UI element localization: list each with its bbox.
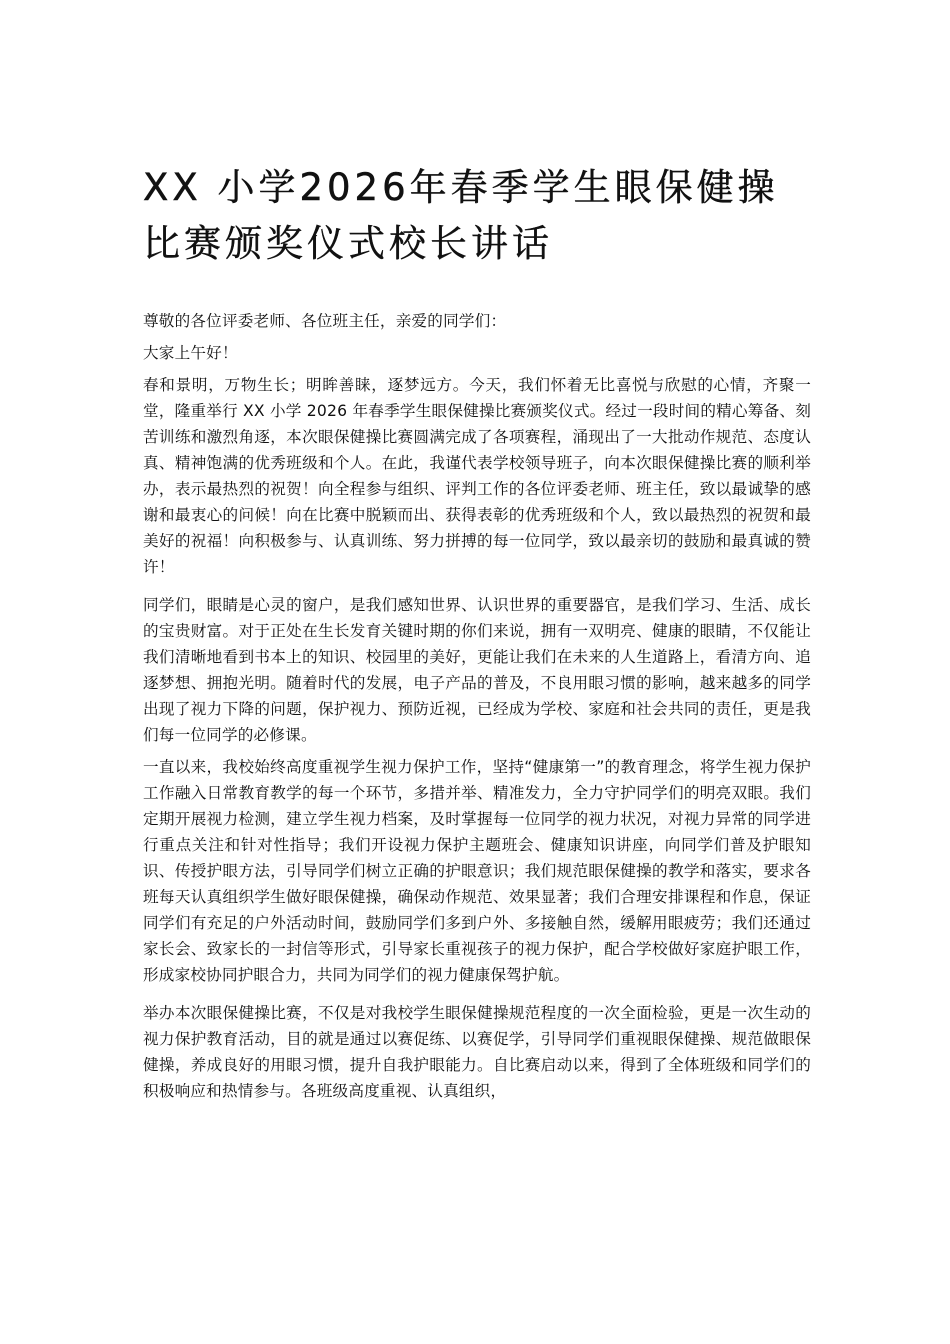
paragraph-competition-purpose: 举办本次眼保健操比赛，不仅是对我校学生眼保健操规范程度的一次全面检验，更是一次生动的视力保护教育活动，目的就是通过以赛促练、以赛促学，引导同学们重视眼保健操、规范做眼保健操，养成良好的用眼习惯，提升自我护眼能力。自比赛启动以来，得到了全体班级和同学们的积极响应和热情参与。各班级高度重视、认真组织， [143, 1004, 811, 1100]
document-body [143, 308, 811, 1116]
document-title: XX 小学2026年春季学生眼保健操 比赛颁奖仪式校长讲话 [143, 166, 779, 265]
salutation: 尊敬的各位评委老师、各位班主任，亲爱的同学们： [143, 312, 507, 330]
greeting: 大家上午好！ [143, 344, 238, 362]
paragraph-school-efforts: 一直以来，我校始终高度重视学生视力保护工作，坚持“健康第一”的教育理念，将学生视力保护工作融入日常教育教学的每一个环节，多措并举、精准发力，全力守护同学们的明亮双眼。我们定期开展视力检测，建立学生视力档案，及时掌握每一位同学的视力状况，对视力异常的同学进行重点关注和针对性指导；我们开设视力保护主题班会、健康知识讲座，向同学们普及护眼知识、传授护眼方法，引导同学们树立正确的护眼意识；我们规范眼保健操的教学和落实，要求各班每天认真组织学生做好眼保健操，确保动作规范、效果显著；我们合理安排课程和作息，保证同学们有充足的户外活动时间，鼓励同学们多到户外、多接触自然，缓解用眼疲劳；我们还通过家长会、致家长的一封信等形式，引导家长重视孩子的视力保护，配合学校做好家庭护眼工作，形成家校协同护眼合力，共同为同学们的视力健康保驾护航。 [143, 758, 811, 984]
paragraph-opening: 春和景明，万物生长；明眸善睐，逐梦远方。今天，我们怀着无比喜悦与欣慰的心情，齐聚一堂，隆重举行 XX 小学 2026 年春季学生眼保健操比赛颁奖仪式。经过一段时间的精心筹备、刻苦训练和激烈角逐，本次眼保健操比赛圆满完成了各项赛程，涌现出了一大批动作规范、态度认真、精神饱满的优秀班级和个人。在此，我谨代表学校领导班子，向本次眼保健操比赛的顺利举办，表示最热烈的祝贺！向全程参与组织、评判工作的各位评委老师、班主任，致以最诚挚的感谢和最衷心的问候！向在比赛中脱颖而出、获得表彰的优秀班级和个人，致以最热烈的祝贺和最美好的祝福！向积极参与、认真训练、努力拼搏的每一位同学，致以最亲切的鼓励和最真诚的赞许！ [143, 376, 811, 576]
paragraph-eyes-importance: 同学们，眼睛是心灵的窗户，是我们感知世界、认识世界的重要器官，是我们学习、生活、成长的宝贵财富。对于正处在生长发育关键时期的你们来说，拥有一双明亮、健康的眼睛，不仅能让我们清晰地看到书本上的知识、校园里的美好，更能让我们在未来的人生道路上，看清方向、追逐梦想、拥抱光明。随着时代的发展，电子产品的普及，不良用眼习惯的影响，越来越多的同学出现了视力下降的问题，保护视力、预防近视，已经成为学校、家庭和社会共同的责任，更是我们每一位同学的必修课。 [143, 596, 811, 744]
